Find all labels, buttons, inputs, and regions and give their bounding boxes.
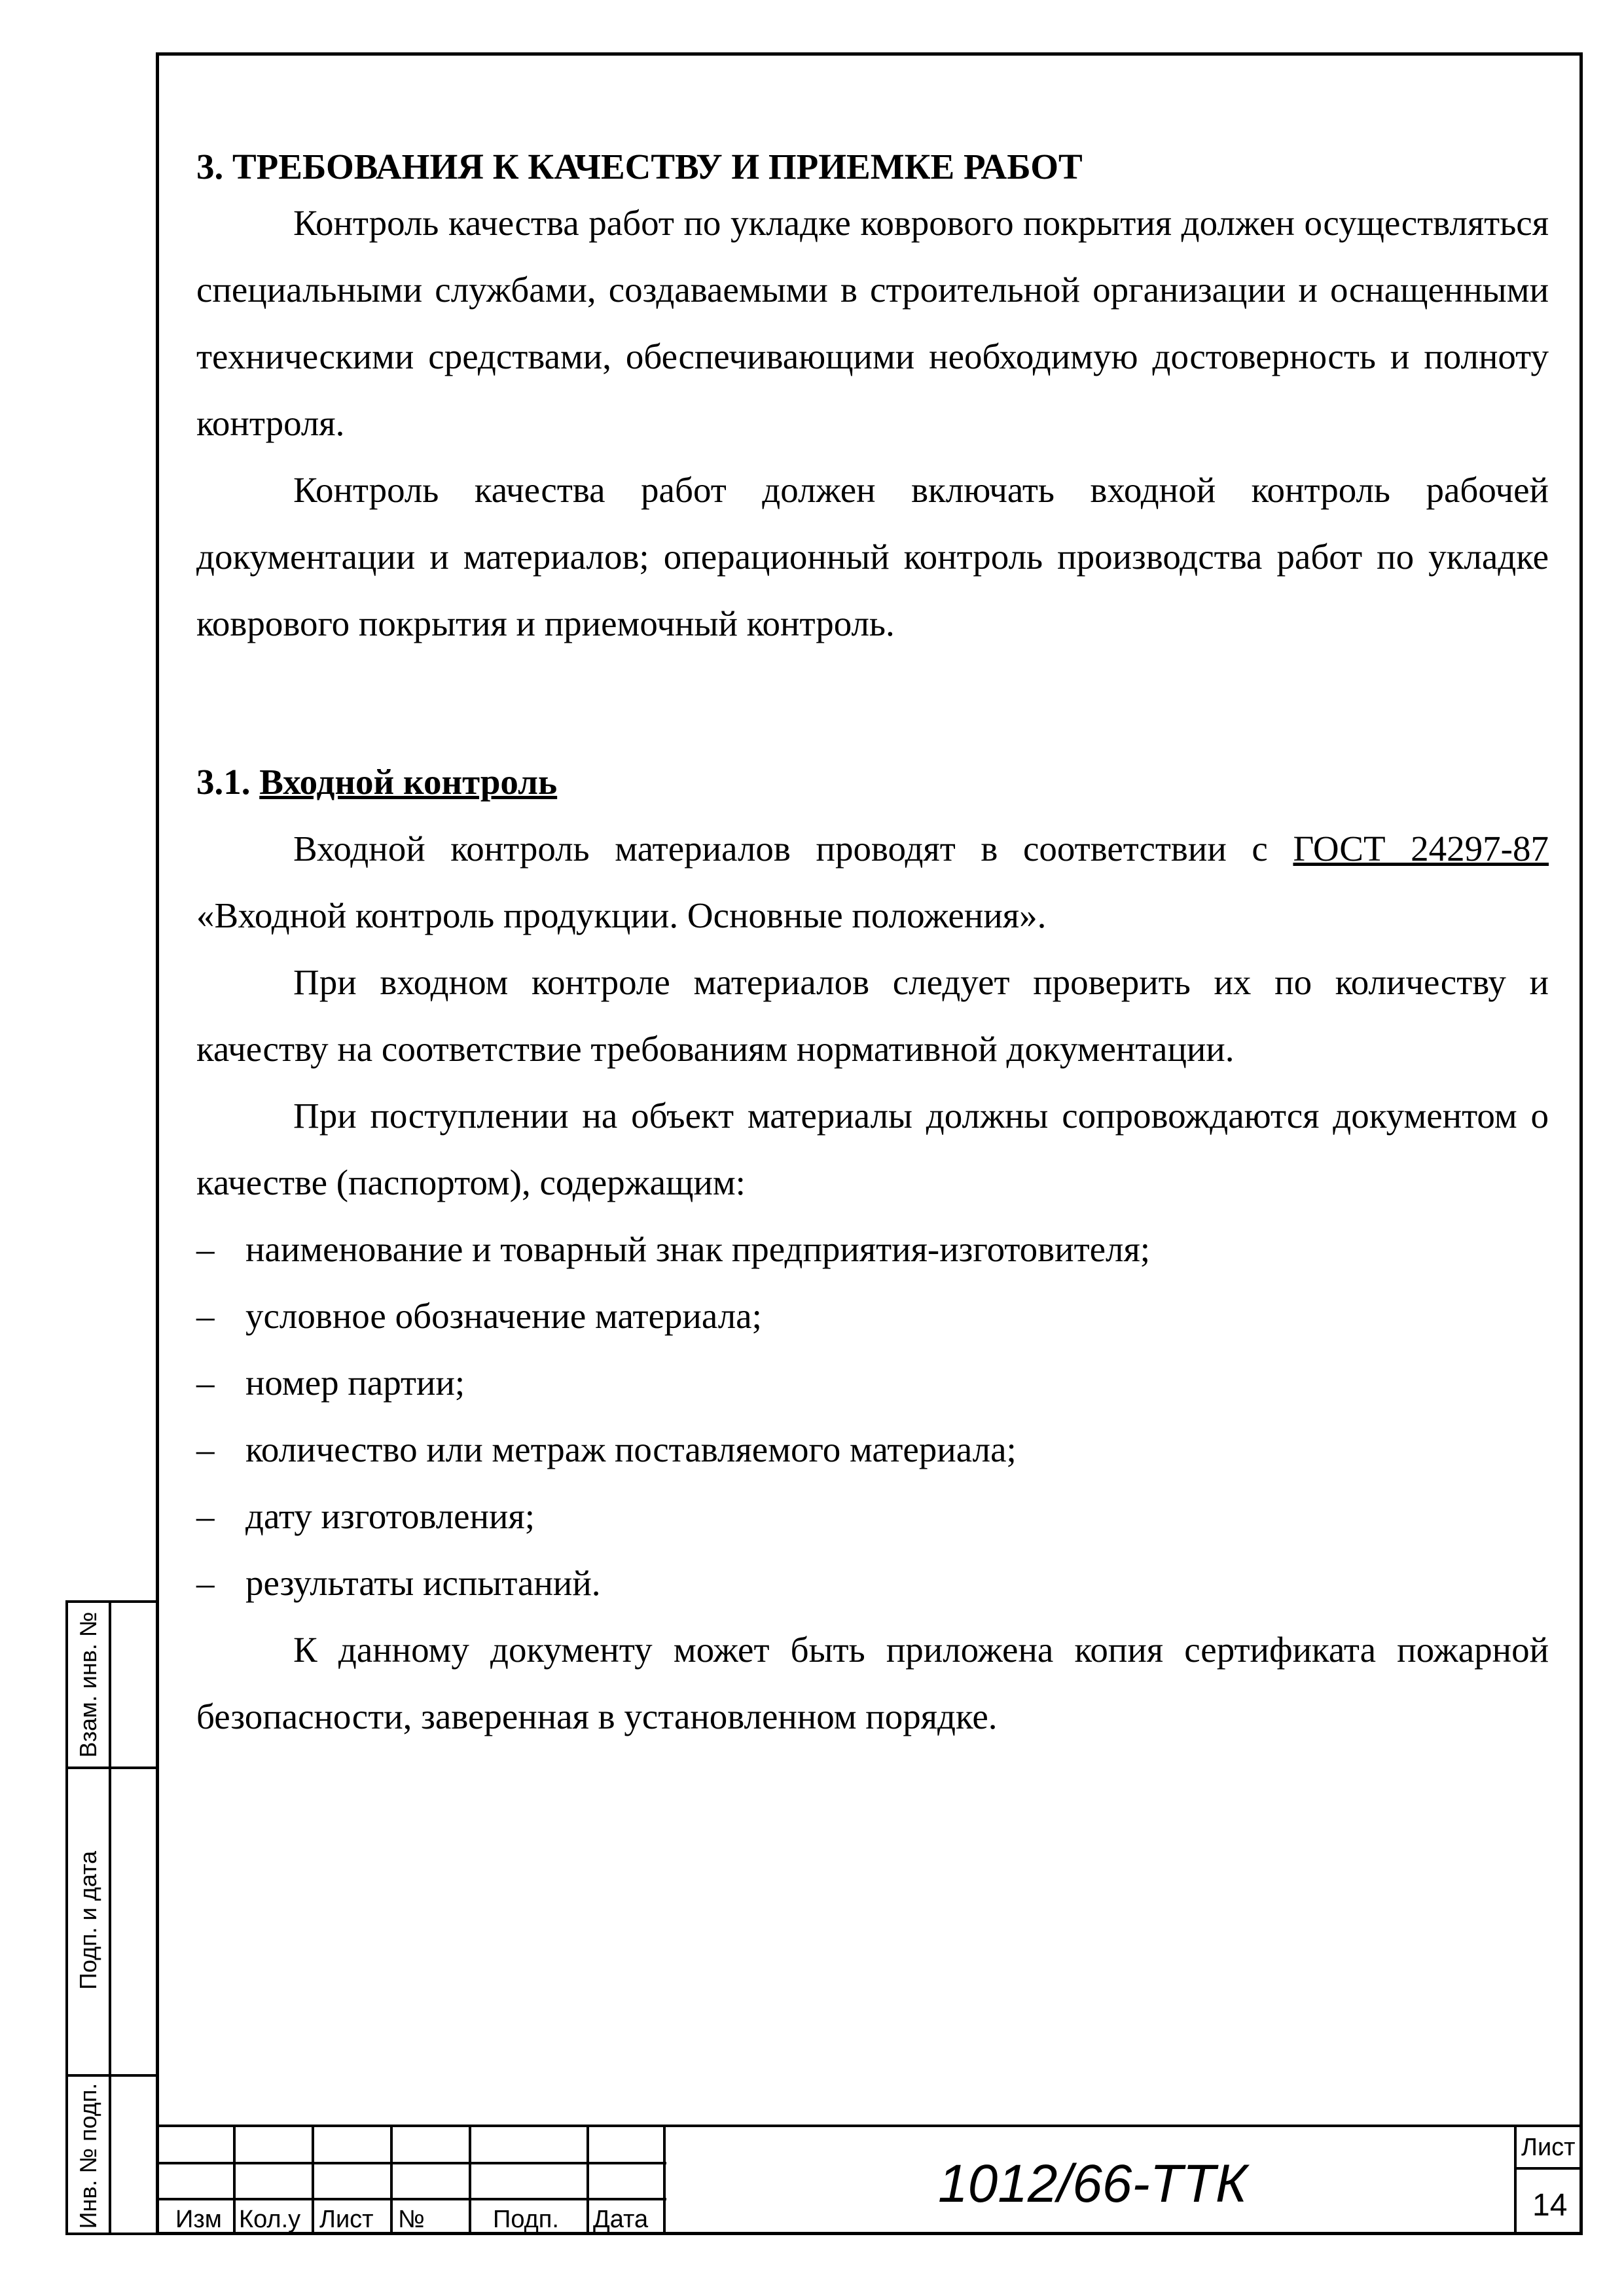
col-header-doc-number: № [398, 2206, 425, 2233]
list-item [196, 1416, 1549, 1483]
sheet-cell-divider [1514, 2167, 1583, 2170]
document-code: 1012/66-ТТК [938, 2154, 1248, 2214]
col-header-sheet: Лист [319, 2206, 374, 2233]
dash-marker: – [196, 1229, 215, 1269]
paragraph: К данному документу может быть приложена копия сертификата пожарной безопасности, заверенная в установленном порядке. [196, 1630, 1549, 1736]
dash-marker: – [196, 1363, 215, 1403]
standard-reference-link[interactable]: ГОСТ 24297-87 [1293, 829, 1549, 869]
replacement-inventory-label: Взам. инв. № [75, 1611, 101, 1758]
dash-marker: – [196, 1429, 215, 1469]
paragraph: Контроль качества работ должен включать входной контроль рабочей документации и материалов; операционный контроль производства работ по укладке коврового покрытия и приемочный контроль. [196, 470, 1549, 643]
dash-marker: – [196, 1296, 215, 1336]
sheet-number: 14 [1532, 2188, 1568, 2223]
list-item-text: номер партии; [245, 1363, 465, 1403]
section-title: 3. ТРЕБОВАНИЯ К КАЧЕСТВУ И ПРИЕМКЕ РАБОТ [196, 147, 1083, 187]
title-block-col-line [312, 2125, 314, 2235]
title-block [156, 2125, 1583, 2235]
list-item [196, 1483, 1549, 1550]
document-body [196, 144, 1549, 1750]
paragraph: При поступлении на объект материалы должны сопровождаются документом о качестве (паспортом), содержащим: [196, 1096, 1549, 1202]
original-inventory-label: Инв. № подп. [75, 2083, 101, 2229]
title-block-col-line [1514, 2125, 1517, 2235]
side-stamp-divider [68, 1767, 158, 1769]
subsection-number: 3.1. [196, 762, 251, 802]
subsection-title [196, 749, 1549, 816]
side-stamp [65, 1600, 156, 2235]
paragraph-text: «Входной контроль продукции. Основные положения». [196, 895, 1047, 935]
list-item-text: дату изготовления; [245, 1496, 535, 1536]
list-item-text: результаты испытаний. [245, 1563, 601, 1603]
title-block-col-line [233, 2125, 236, 2235]
list-item [196, 1550, 1549, 1617]
paragraph: При входном контроле материалов следует проверить их по количеству и качеству на соответствие требованиям нормативной документации. [196, 962, 1549, 1069]
list-item [196, 1350, 1549, 1416]
col-header-quantity: Кол.у [239, 2206, 301, 2233]
list-item-text: количество или метраж поставляемого материала; [245, 1429, 1017, 1469]
title-block-top-border [156, 2125, 1583, 2127]
col-header-signature: Подп. [493, 2206, 559, 2233]
list-item [196, 1216, 1549, 1283]
dash-marker: – [196, 1496, 215, 1536]
document-requirements-list [196, 1216, 1549, 1617]
subsection-heading: Входной контроль [259, 762, 558, 802]
spacer [196, 657, 1549, 749]
list-item [196, 1283, 1549, 1350]
paragraph: Контроль качества работ по укладке коврового покрытия должен осуществляться специальными службами, создаваемыми в строительной организации и оснащенными техническими средствами, обеспечивающими необходимую достоверность и полноту контроля. [196, 203, 1549, 443]
title-block-col-line [390, 2125, 393, 2235]
title-block-row-line [156, 2162, 666, 2164]
side-stamp-divider [68, 2074, 158, 2077]
title-block-row-line [156, 2198, 666, 2200]
list-item-text: условное обозначение материала; [245, 1296, 762, 1336]
title-block-col-line [469, 2125, 471, 2235]
title-block-col-line [586, 2125, 589, 2235]
col-header-change: Изм [175, 2206, 222, 2233]
title-block-col-line [663, 2125, 666, 2235]
paragraph [196, 816, 1549, 949]
signature-date-label: Подп. и дата [75, 1850, 101, 1990]
list-item-text: наименование и товарный знак предприятия-изготовителя; [245, 1229, 1151, 1269]
col-header-date: Дата [593, 2206, 649, 2233]
paragraph-text: Входной контроль материалов проводят в соответствии с [293, 829, 1293, 869]
dash-marker: – [196, 1563, 215, 1603]
sheet-label: Лист [1521, 2134, 1576, 2161]
